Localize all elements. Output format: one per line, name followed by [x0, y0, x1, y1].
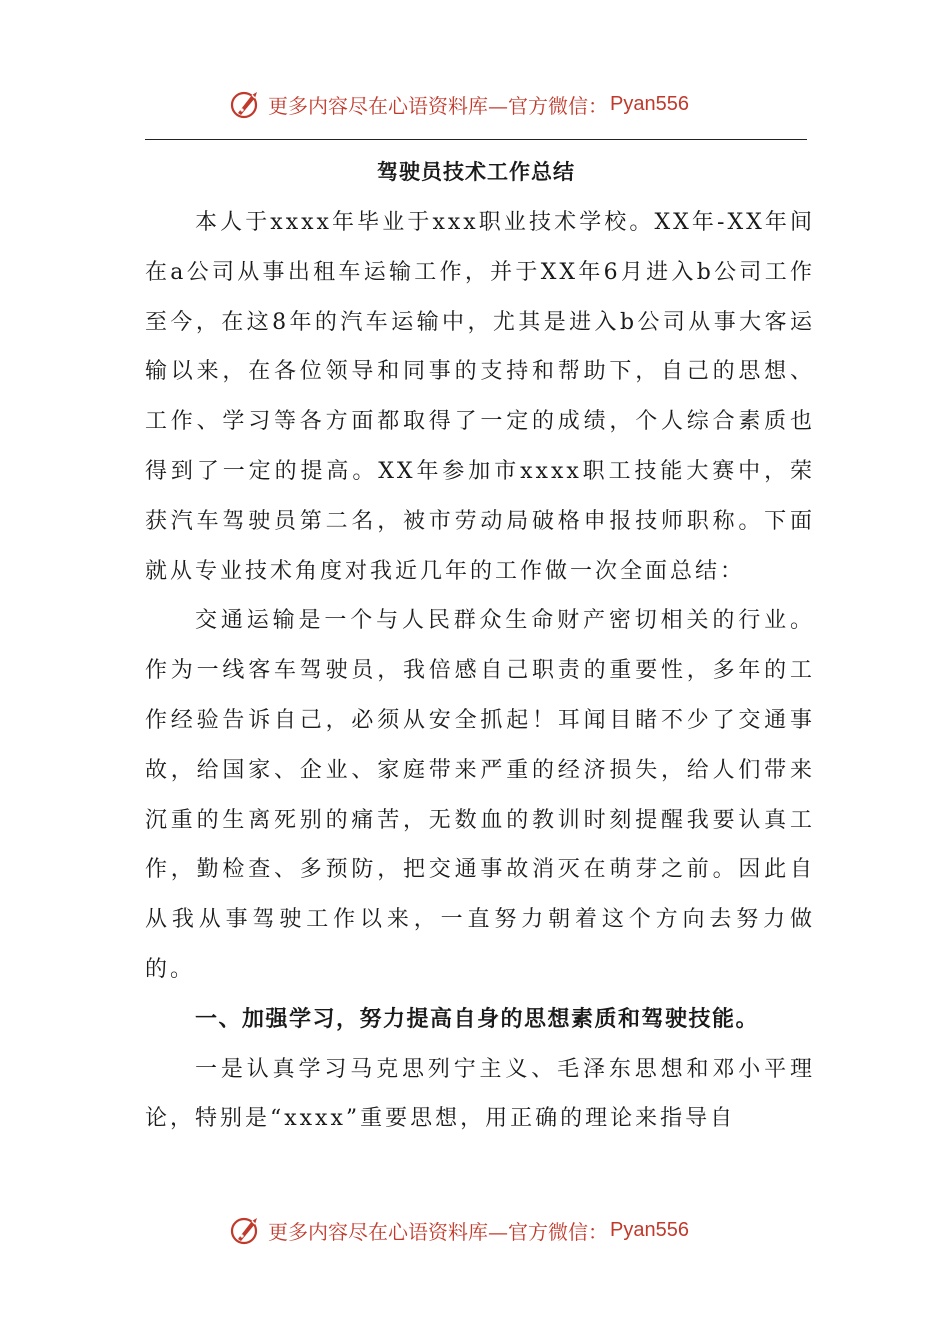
footer-watermark [228, 1210, 748, 1250]
paragraph-intro: 本人于xxxx年毕业于xxx职业技术学校。XX年-XX年间在a公司从事出租车运输工作，并于XX年6月进入b公司工作至今，在这8年的汽车运输中，尤其是进入b公司从事大客运输以来，在各位领导和同事的支持和帮助下，自己的思想、工作、学习等各方面都取得了一定的成绩，个人综合素质也得到了一定的提高。XX年参加市xxxx职工技能大赛中，荣获汽车驾驶员第二名，被市劳动局破格申报技师职称。下面就从专业技术角度对我近几年的工作做一次全面总结： [145, 210, 815, 584]
watermark-wechat-id: Pyan556 [610, 92, 689, 115]
document-body [145, 198, 815, 1144]
section-heading-1: 一、加强学习，努力提高自身的思想素质和驾驶技能。 [195, 1005, 760, 1032]
watermark-text: 更多内容尽在心语资料库—官方微信： [268, 1219, 608, 1244]
pen-nib-logo-icon [228, 86, 264, 122]
paragraph-safety: 交通运输是一个与人民群众生命财产密切相关的行业。作为一线客车驾驶员，我倍感自己职责的重要性，多年的工作经验告诉自己，必须从安全抓起！耳闻目睹不少了交通事故，给国家、企业、家庭带来严重的经济损失，给人们带来沉重的生离死别的痛苦，无数血的教训时刻提醒我要认真工作，勤检查、多预防，把交通事故消灭在萌芽之前。因此自从我从事驾驶工作以来，一直努力朝着这个方向去努力做的。 [145, 608, 815, 982]
watermark-text: 更多内容尽在心语资料库—官方微信： [268, 93, 608, 118]
document-title: 驾驶员技术工作总结 [377, 159, 575, 184]
header-watermark [228, 84, 748, 124]
paragraph-study: 一是认真学习马克思列宁主义、毛泽东思想和邓小平理论，特别是“xxxx”重要思想，用正确的理论来指导自 [145, 1056, 815, 1132]
pen-nib-logo-icon [228, 1212, 264, 1248]
header-rule [145, 139, 807, 140]
watermark-wechat-id: Pyan556 [610, 1218, 689, 1241]
